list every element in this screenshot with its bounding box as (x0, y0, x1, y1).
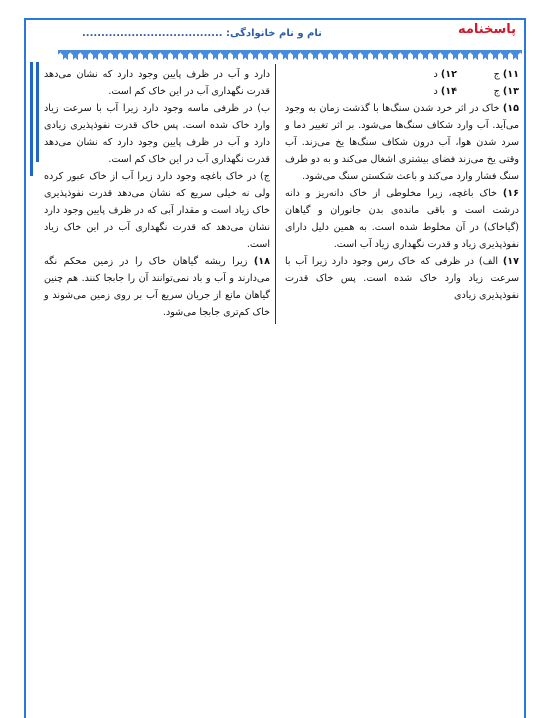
answer-text: خاک باغچه، زیرا مخلوطی از خاک دانه‌ریز و دانه درشت است و باقی مانده‌ی بدن جانوران و گیاهان (گیاخاک) در آن مخلوط شده است. به همین دلیل دارای نفوذپذیری زیاد و قدرت نگهداری زیاد آب است. (285, 188, 519, 250)
answer-paragraph (285, 100, 519, 185)
question-number: ۱۶) (502, 188, 519, 199)
answer-paragraph (285, 253, 519, 304)
side-bar (36, 62, 39, 162)
answer-text: الف) در ظرفی که خاک رس وجود دارد زیرا آب با سرعت زیاد وارد خاک شده است. پس خاک قدرت نفوذپذیری زیادی (285, 256, 519, 301)
answer-paragraph: ج) در خاک باغچه وجود دارد زیرا آب از خاک عبور کرده ولی نه خیلی سریع که نشان می‌دهد قدرت نفوذپذیری خاک زیاد است و مقدار آبی که در ظرف پایین وجود دارد نشان می‌دهد که قدرت نگهداری آب در این خاک زیاد است. (44, 171, 270, 250)
question-number: ۱۷) (502, 256, 519, 267)
answer-paragraph: دارد و آب در ظرف پایین وجود دارد که نشان می‌دهد قدرت نگهداری آب در این خاک کم است. (44, 69, 270, 97)
left-column (44, 66, 270, 321)
answer-paragraph: ب) در ظرفی ماسه وجود دارد زیرا آب با سرعت زیاد وارد خاک شده است. پس خاک قدرت نفوذپذیری زیادی دارد و آب در ظرف پایین وجود دارد که نشان می‌دهد قدرت نگهداری آب در این خاک کم است. (44, 103, 270, 165)
column-divider (275, 64, 276, 324)
question-number: ۱۲) (440, 69, 457, 80)
question-number: ۱۵) (502, 103, 519, 114)
student-name-field: نام و نام خانوادگی: ..................................... (82, 28, 322, 39)
answer-text: خاک در اثر خرد شدن سنگ‌ها با گذشت زمان به وجود می‌آید. آب وارد شکاف سنگ‌ها می‌شود. بر اثر تغییر دما و سرد شدن هوا، آب درون شکاف سنگ‌ها یخ می‌زند. آب وقتی یخ می‌زند فضای بیشتری اشغال می‌کند و به دو طرف سنگ فشار وارد می‌کند و باعث شکستن سنگ می‌شود. (285, 103, 519, 182)
side-bar (30, 62, 33, 176)
short-answer-row (285, 83, 519, 100)
decorative-triangle-border (58, 50, 522, 60)
answer: د (433, 86, 438, 97)
question-number: ۱۸) (253, 256, 270, 267)
answer: ج (493, 69, 500, 80)
answer-text: زیرا ریشه گیاهان خاک را در زمین محکم نگه می‌دارند و آب و باد نمی‌توانند آن را جابجا کنند. هم چنین گیاهان مانع از جریان سریع آب بر روی زمین می‌شوند و خاک کم‌تری جابجا می‌شود. (44, 256, 270, 318)
question-number: ۱۳) (502, 86, 519, 97)
question-number: ۱۴) (440, 86, 457, 97)
question-number: ۱۱) (502, 69, 519, 80)
answer: د (433, 69, 438, 80)
page-title: پاسخنامه (457, 22, 516, 37)
short-answer-row (285, 66, 519, 83)
right-column (285, 66, 519, 304)
answer-paragraph (285, 185, 519, 253)
answer: ج (493, 86, 500, 97)
answer-paragraph (44, 253, 270, 321)
